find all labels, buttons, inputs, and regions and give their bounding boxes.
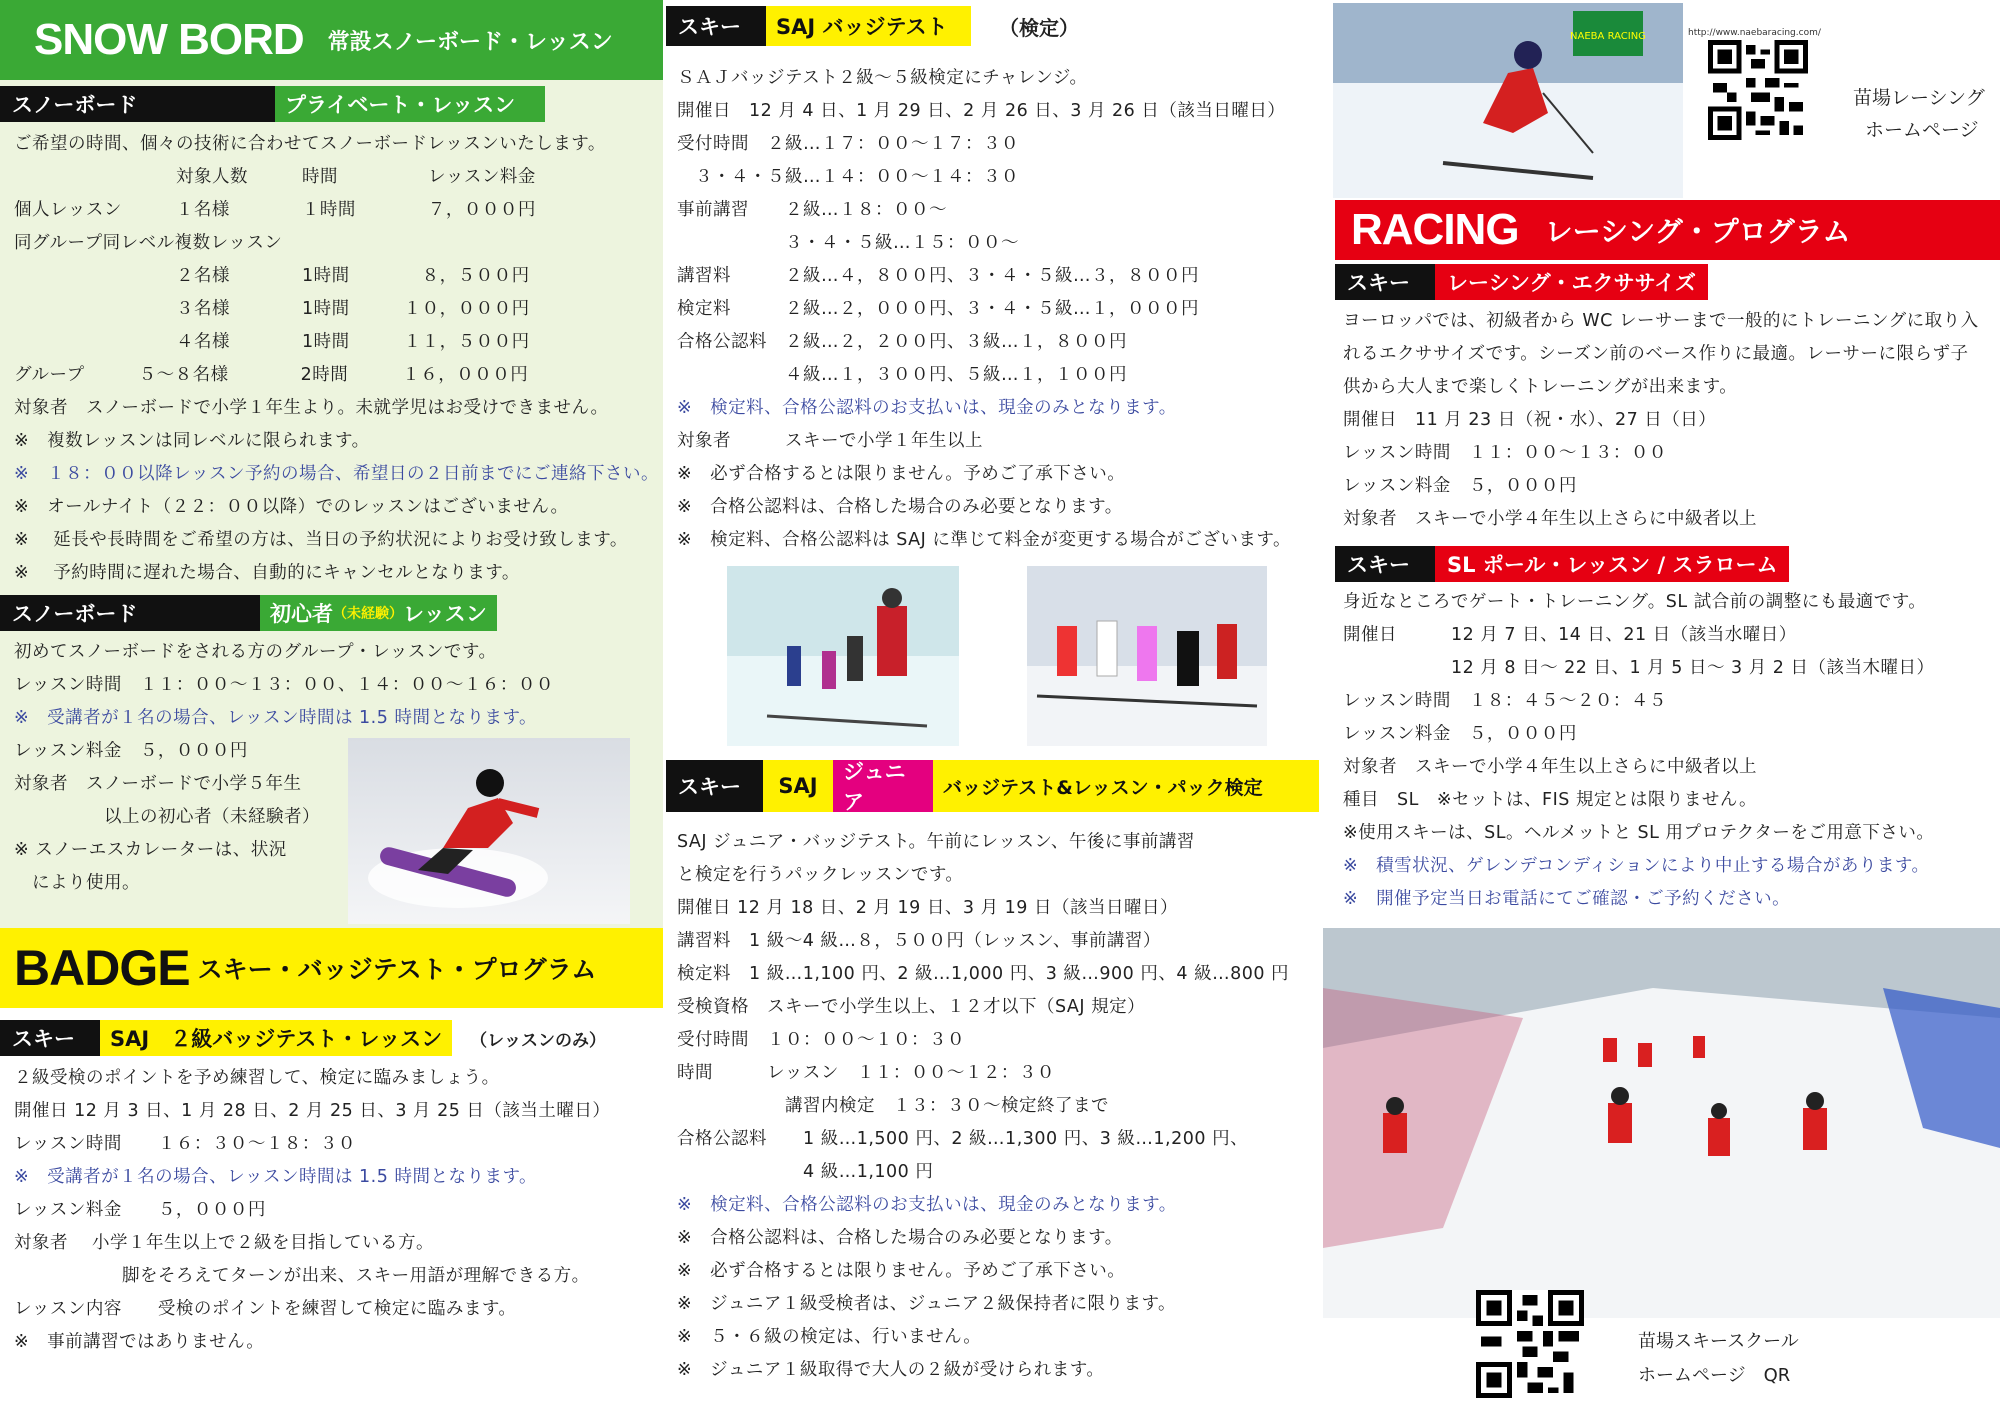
racing-exercise-text xyxy=(1343,305,1979,536)
junior-line: 検定料 1 級…1,100 円、2 級…1,000 円、3 級…900 円、4 級…800 円 xyxy=(677,964,1290,984)
private-lesson-line: グループ ５～８名様 2時間 １６，０００円 xyxy=(14,365,529,385)
beginner-lesson-line: ※ 受講者が１名の場合、レッスン時間は 1.5 時間となります。 xyxy=(14,708,538,728)
kids-ski-lesson-photo-2 xyxy=(1027,566,1267,746)
racing-exercise-line: 開催日 11 月 23 日（祝・水）、27 日（日） xyxy=(1343,410,1717,430)
badge-title: BADGE xyxy=(14,940,190,996)
beginner-lesson-tag: スノーボード xyxy=(0,595,260,631)
racing-exercise-bar xyxy=(1335,264,1708,300)
badge-lesson-line: ２級受検のポイントを予め練習して、検定に臨みましょう。 xyxy=(14,1068,500,1088)
saj-test-line: 受付時間 ２級…１７：００～１７：３０ xyxy=(677,134,1019,154)
racer-photo xyxy=(1333,3,1683,198)
private-lesson-line: ３名様 1時間 １０，０００円 xyxy=(14,299,530,319)
saj-test-line: 事前講習 ２級…１８：００～ xyxy=(677,200,947,220)
junior-line: ※ 合格公認料は、合格した場合のみ必要となります。 xyxy=(677,1228,1123,1248)
junior-line: 4 級…1,100 円 xyxy=(677,1162,934,1182)
beginner-lesson-line: 対象者 スノーボードで小学５年生 xyxy=(14,774,302,794)
beginner-lesson-line: ※ スノーエスカレーターは、状況 xyxy=(14,840,287,860)
racing-title: RACING xyxy=(1351,205,1519,254)
slalom-line: 開催日 12 月 7 日、14 日、21 日（該当水曜日） xyxy=(1343,625,1797,645)
badge-lesson-bar xyxy=(0,1020,606,1056)
beginner-label-main: 初心者 xyxy=(270,602,333,626)
private-lesson-line: ご希望の時間、個々の技術に合わせてスノーボードレッスンいたします。 xyxy=(14,134,606,154)
private-lesson-line: 対象者 スノーボードで小学１年生より。未就学児はお受けできません。 xyxy=(14,398,609,418)
snowboard-header xyxy=(0,0,663,80)
saj-test-line: ※ 検定料、合格公認料は SAJ に準じて料金が変更する場合がございます。 xyxy=(677,530,1291,550)
racing-column xyxy=(1323,0,2000,1413)
saj-test-note: （検定） xyxy=(999,15,1079,40)
private-lesson-tag: スノーボード xyxy=(0,86,275,122)
school-qr-code[interactable] xyxy=(1476,1290,1584,1398)
saj-test-line: ※ 合格公認料は、合格した場合のみ必要となります。 xyxy=(677,497,1123,517)
slalom-line: ※使用スキーは、SL。ヘルメットと SL 用プロテクターをご用意下さい。 xyxy=(1343,823,1935,843)
racing-qr-code[interactable] xyxy=(1708,40,1808,140)
snowboard-title: SNOW BORD xyxy=(34,15,304,64)
saj-test-line: 検定料 ２級…２，０００円、３・４・５級…１，０００円 xyxy=(677,299,1199,319)
badge-lesson-text xyxy=(14,1062,610,1359)
school-qr-label-1: 苗場スキースクール xyxy=(1638,1331,1799,1352)
beginner-lesson-line: レッスン時間 １１：００～１３：００、１４：００～１６：００ xyxy=(14,675,554,695)
racing-exercise-tag: スキー xyxy=(1335,264,1435,300)
saj-test-tag: スキー xyxy=(666,6,766,46)
slalom-line: 12 月 8 日～ 22 日、1 月 5 日～ 3 月 2 日（該当木曜日） xyxy=(1343,658,1935,678)
racing-qr-label-2: ホームページ xyxy=(1865,119,1979,141)
snowboard-subtitle: 常設スノーボード・レッスン xyxy=(327,29,613,55)
badge-lesson-line: レッスン料金 ５，０００円 xyxy=(14,1200,266,1220)
slalom-line: ※ 積雪状況、ゲレンデコンディションにより中止する場合があります。 xyxy=(1343,856,1930,876)
junior-line: 合格公認料 1 級…1,500 円、2 級…1,300 円、3 級…1,200 円、 xyxy=(677,1129,1249,1149)
gate-banner-text: NAEBA RACING xyxy=(1570,31,1646,42)
private-lesson-line: ※ １８：００以降レッスン予約の場合、希望日の２日前までにご連絡下さい。 xyxy=(14,464,659,484)
junior-line: SAJ ジュニア・バッジテスト。午前にレッスン、午後に事前講習 xyxy=(677,832,1195,852)
junior-text xyxy=(677,826,1289,1387)
private-lesson-line: ※ 延長や長時間をご希望の方は、当日の予約状況によりお受け致します。 xyxy=(14,530,628,550)
badge-lesson-line: 開催日 12 月 3 日、1 月 28 日、2 月 25 日、3 月 25 日（該当土曜日） xyxy=(14,1101,611,1121)
beginner-label-small: （未経験） xyxy=(333,606,403,622)
junior-label: バッジテスト&レッスン・パック検定 xyxy=(933,760,1319,812)
badge-subtitle: スキー・バッジテスト・プログラム xyxy=(197,955,597,984)
saj-test-line: 対象者 スキーで小学１年生以上 xyxy=(677,431,983,451)
saj-test-line: ３・４・５級…１５：００～ xyxy=(677,233,1019,253)
slalom-bar xyxy=(1335,546,1789,582)
private-lesson-line: 対象人数 時間 レッスン料金 xyxy=(14,167,536,187)
private-lesson-line: 同グループ同レベル複数レッスン xyxy=(14,233,283,253)
racing-qr-caption xyxy=(1853,82,1985,146)
badge-lesson-line: ※ 受講者が１名の場合、レッスン時間は 1.5 時間となります。 xyxy=(14,1167,538,1187)
saj-test-line: ４級…１，３００円、５級…１，１００円 xyxy=(677,365,1127,385)
beginner-label-lesson: レッスン xyxy=(403,602,487,626)
junior-line: ※ ジュニア１級受検者は、ジュニア２級保持者に限ります。 xyxy=(677,1294,1177,1314)
beginner-lesson-label xyxy=(260,595,497,631)
beginner-lesson-line: レッスン料金 ５，０００円 xyxy=(14,741,248,761)
private-lesson-line: ※ 予約時間に遅れた場合、自動的にキャンセルとなります。 xyxy=(14,563,520,583)
slalom-line: ※ 開催予定当日お電話にてご確認・ご予約ください。 xyxy=(1343,889,1791,909)
saj-test-bar xyxy=(666,6,1079,46)
saj-test-line: ※ 必ず合格するとは限りません。予めご了承下さい。 xyxy=(677,464,1126,484)
indoor-slope-photo xyxy=(1323,928,2000,1318)
saj-test-label: SAJ バッジテスト xyxy=(766,6,971,46)
badge-lesson-note: （レッスンのみ） xyxy=(470,1030,606,1051)
badge-lesson-line: 対象者 小学１年生以上で２級を目指している方。 xyxy=(14,1233,435,1253)
snowboard-column xyxy=(0,0,663,1413)
private-lesson-line: 個人レッスン １名様 １時間 ７，０００円 xyxy=(14,200,536,220)
racing-exercise-line: 対象者 スキーで小学４年生以上さらに中級者以上 xyxy=(1343,509,1757,529)
slalom-line: 身近なところでゲート・トレーニング。SL 試合前の調整にも最適です。 xyxy=(1343,592,1927,612)
slalom-label: SL ポール・レッスン / スラローム xyxy=(1435,546,1789,582)
slalom-text xyxy=(1343,586,1934,916)
racing-header xyxy=(1335,200,2000,260)
racing-exercise-line: 供から大人まで楽しくトレーニングが出来ます。 xyxy=(1343,377,1738,397)
saj-test-line: ＳＡＪバッジテスト２級～５級検定にチャレンジ。 xyxy=(677,68,1088,88)
saj-test-line: 開催日 12 月 4 日、1 月 29 日、2 月 26 日、3 月 26 日（該当日曜日） xyxy=(677,101,1286,121)
racing-qr-url: http://www.naebaracing.com/ xyxy=(1688,28,1821,38)
saj-column xyxy=(663,0,1323,1413)
junior-bar xyxy=(666,760,1319,812)
slalom-line: 種目 SL ※セットは、FIS 規定とは限りません。 xyxy=(1343,790,1757,810)
racing-exercise-line: ヨーロッパでは、初級者から WC レーサーまで一般的にトレーニングに取り入 xyxy=(1343,311,1979,331)
junior-line: ※ ５・６級の検定は、行いません。 xyxy=(677,1327,982,1347)
junior-line: 開催日 12 月 18 日、2 月 19 日、3 月 19 日（該当日曜日） xyxy=(677,898,1178,918)
private-lesson-text xyxy=(14,128,659,590)
saj-test-line: 合格公認料 ２級…２，２００円、３級…１，８００円 xyxy=(677,332,1127,352)
badge-lesson-tag: スキー xyxy=(0,1020,100,1056)
junior-line: 講習料 1 級～4 級…８，５００円（レッスン、事前講習） xyxy=(677,931,1161,951)
saj-test-line: ※ 検定料、合格公認料のお支払いは、現金のみとなります。 xyxy=(677,398,1177,418)
beginner-lesson-line: 初めてスノーボードをされる方のグループ・レッスンです。 xyxy=(14,642,497,662)
racing-exercise-line: レッスン料金 ５，０００円 xyxy=(1343,476,1577,496)
junior-line: 講習内検定 １３：３０～検定終了まで xyxy=(677,1096,1109,1116)
racing-qr-label-1: 苗場レーシング xyxy=(1853,87,1985,109)
private-lesson-line: ※ オールナイト（２２：００以降）でのレッスンはございません。 xyxy=(14,497,569,517)
badge-lesson-line: 脚をそろえてターンが出来、スキー用語が理解できる方。 xyxy=(14,1266,590,1286)
junior-tag: スキー xyxy=(666,760,763,812)
slalom-tag: スキー xyxy=(1335,546,1435,582)
junior-line: 受付時間 １０：００～１０：３０ xyxy=(677,1030,965,1050)
junior-line: ※ 検定料、合格公認料のお支払いは、現金のみとなります。 xyxy=(677,1195,1177,1215)
junior-line: ※ 必ず合格するとは限りません。予めご了承下さい。 xyxy=(677,1261,1126,1281)
private-lesson-line: ２名様 1時間 ８，５００円 xyxy=(14,266,530,286)
badge-lesson-line: レッスン内容 受検のポイントを練習して検定に臨みます。 xyxy=(14,1299,517,1319)
junior-line: 受検資格 スキーで小学生以上、１２才以下（SAJ 規定） xyxy=(677,997,1146,1017)
racing-exercise-line: レッスン時間 １１：００～１３：００ xyxy=(1343,443,1667,463)
beginner-lesson-line: により使用。 xyxy=(14,873,140,893)
slalom-line: レッスン時間 １８：４５～２０：４５ xyxy=(1343,691,1667,711)
saj-test-line: ３・４・５級…１４：００～１４：３０ xyxy=(677,167,1019,187)
junior-saj-tag: SAJ xyxy=(763,760,833,812)
junior-line: ※ ジュニア１級取得で大人の２級が受けられます。 xyxy=(677,1360,1105,1380)
private-lesson-line: ※ 複数レッスンは同レベルに限られます。 xyxy=(14,431,370,451)
saj-test-line: 講習料 ２級…４，８００円、３・４・５級…３，８００円 xyxy=(677,266,1199,286)
badge-lesson-label: SAJ ２級バッジテスト・レッスン xyxy=(100,1020,452,1056)
racing-exercise-line: れるエクササイズです。シーズン前のベース作りに最適。レーサーに限らず子 xyxy=(1343,344,1969,364)
junior-line: 時間 レッスン １１：００～１２：３０ xyxy=(677,1063,1055,1083)
private-lesson-line: ４名様 1時間 １１，５００円 xyxy=(14,332,530,352)
saj-test-text xyxy=(677,62,1291,557)
junior-line: と検定を行うパックレッスンです。 xyxy=(677,865,964,885)
snowboarder-photo xyxy=(348,738,630,924)
beginner-lesson-line: 以上の初心者（未経験者） xyxy=(14,807,320,827)
slalom-line: 対象者 スキーで小学４年生以上さらに中級者以上 xyxy=(1343,757,1757,777)
private-lesson-label: プライベート・レッスン xyxy=(275,86,545,122)
kids-ski-lesson-photo-1 xyxy=(727,566,959,746)
racing-subtitle: レーシング・プログラム xyxy=(1544,215,1851,248)
school-qr-label-2: ホームページ QR xyxy=(1638,1365,1791,1386)
slalom-line: レッスン料金 ５，０００円 xyxy=(1343,724,1577,744)
beginner-lesson-bar xyxy=(0,595,497,631)
private-lesson-bar xyxy=(0,86,545,122)
badge-lesson-line: レッスン時間 １６：３０～１８：３０ xyxy=(14,1134,356,1154)
racing-exercise-label: レーシング・エクササイズ xyxy=(1435,264,1708,300)
badge-lesson-line: ※ 事前講習ではありません。 xyxy=(14,1332,265,1352)
school-qr-caption xyxy=(1638,1325,1799,1393)
badge-header xyxy=(0,928,663,1008)
junior-tag-pink: ジュニア xyxy=(833,760,933,812)
